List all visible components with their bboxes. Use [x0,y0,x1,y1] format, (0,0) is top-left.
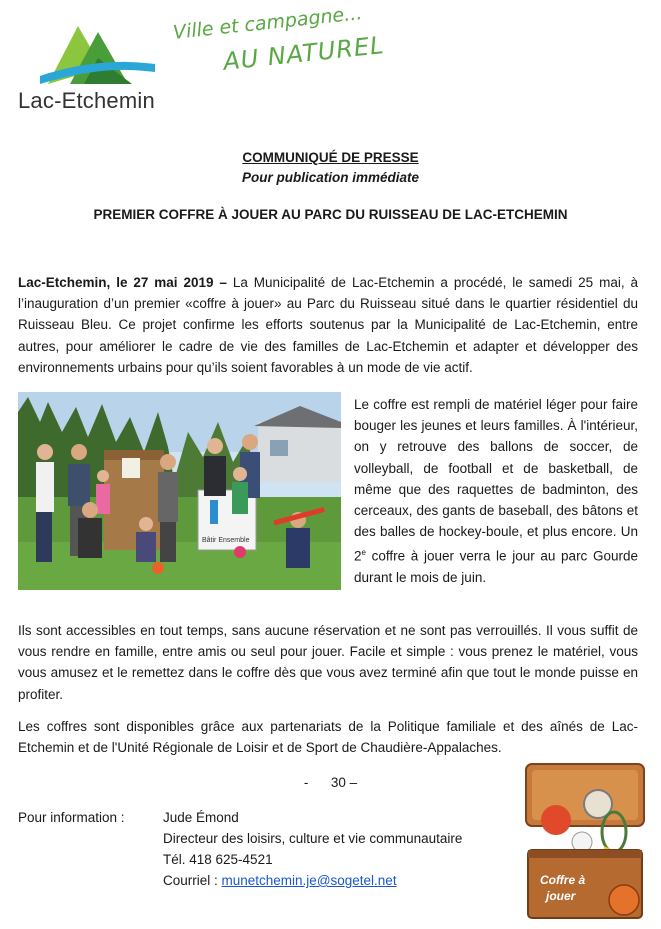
contact-email-line [163,873,397,888]
press-release-subtitle: Pour publication immédiate [241,170,420,185]
press-release-title: COMMUNIQUÉ DE PRESSE [242,150,419,165]
contact-phone: Tél. 418 625-4521 [163,852,273,867]
paragraph-intro [18,272,638,378]
paragraph-chest-contents [354,394,638,588]
slogan-line-2: AU NATUREL [222,31,386,76]
paragraph-chest-text-b: coffre à jouer verra le jour au parc Gourde durant le mois de juin. [354,548,638,586]
paragraph-intro-text: La Municipalité de Lac-Etchemin a procédé, le samedi 25 mai, à l’inauguration d’un premier «coffre à jouer» au Parc du Ruisseau situé dans le quartier résidentiel du Ruisseau Bleu. Ce projet confirme les efforts soutenus par la Municipalité de Lac-Etchemin, entre autres, pour améliorer le cadre de vie des familles de Lac-Etchemin et adapter et développer des environnements urbains pour qu’ils soient favorables à un mode de vie actif. [18,275,638,375]
contact-email-label: Courriel : [163,873,222,888]
paragraph-access: Ils sont accessibles en tout temps, sans aucune réservation et ne sont pas verrouillés. Il vous suffit de vous rendre en famille, entre amis ou seul pour jouer. Facile et simple : vous prenez le matériel, vous vous amusez et le remettez dans le coffre dès que vous avez terminé afin que tout le monde puisse en profiter. [18,623,638,702]
contact-email-link[interactable]: munetchemin.je@sogetel.net [221,873,397,888]
paragraph-partners: Les coffres sont disponibles grâce aux partenariats de la Politique familiale et des aînés de Lac-Etchemin et de l'Unité Régionale de Loisir et de Sport de Chaudière-Appalaches. [18,719,638,756]
contact-name: Jude Émond [163,810,239,825]
toy-chest-illustration [522,760,648,920]
contact-role: Directeur des loisirs, culture et vie communautaire [163,831,463,846]
dateline: Lac-Etchemin, le 27 mai 2019 – [18,275,227,290]
headline: PREMIER COFFRE À JOUER AU PARC DU RUISSEAU DE LAC-ETCHEMIN [93,207,568,222]
ordinal-suffix: e [361,548,366,558]
logo-mountains-icon [40,18,155,90]
group-photo [18,392,341,590]
contact-label: Pour information : [18,810,125,825]
logo-name: Lac-Etchemin [18,88,155,113]
chest-label-line-2: jouer [546,889,576,903]
sign-text: Bâtir Ensemble [202,537,250,544]
paragraph-chest-text-a: Le coffre est rempli de matériel léger pour faire bouger les jeunes et leurs familles. À l'intérieur, on y retrouve des ballons de soccer, de volleyball, de football et de basketball, de même que des raquettes de badminton, des cerceaux, des gants de baseball, des bâtons et des balles de hockey-boule, et plus encore. Un 2 [354,397,638,564]
end-marker: - 30 – [303,775,358,790]
slogan-line-1: Ville et campagne... [172,2,364,44]
chest-label-line-1: Coffre à [540,873,586,887]
